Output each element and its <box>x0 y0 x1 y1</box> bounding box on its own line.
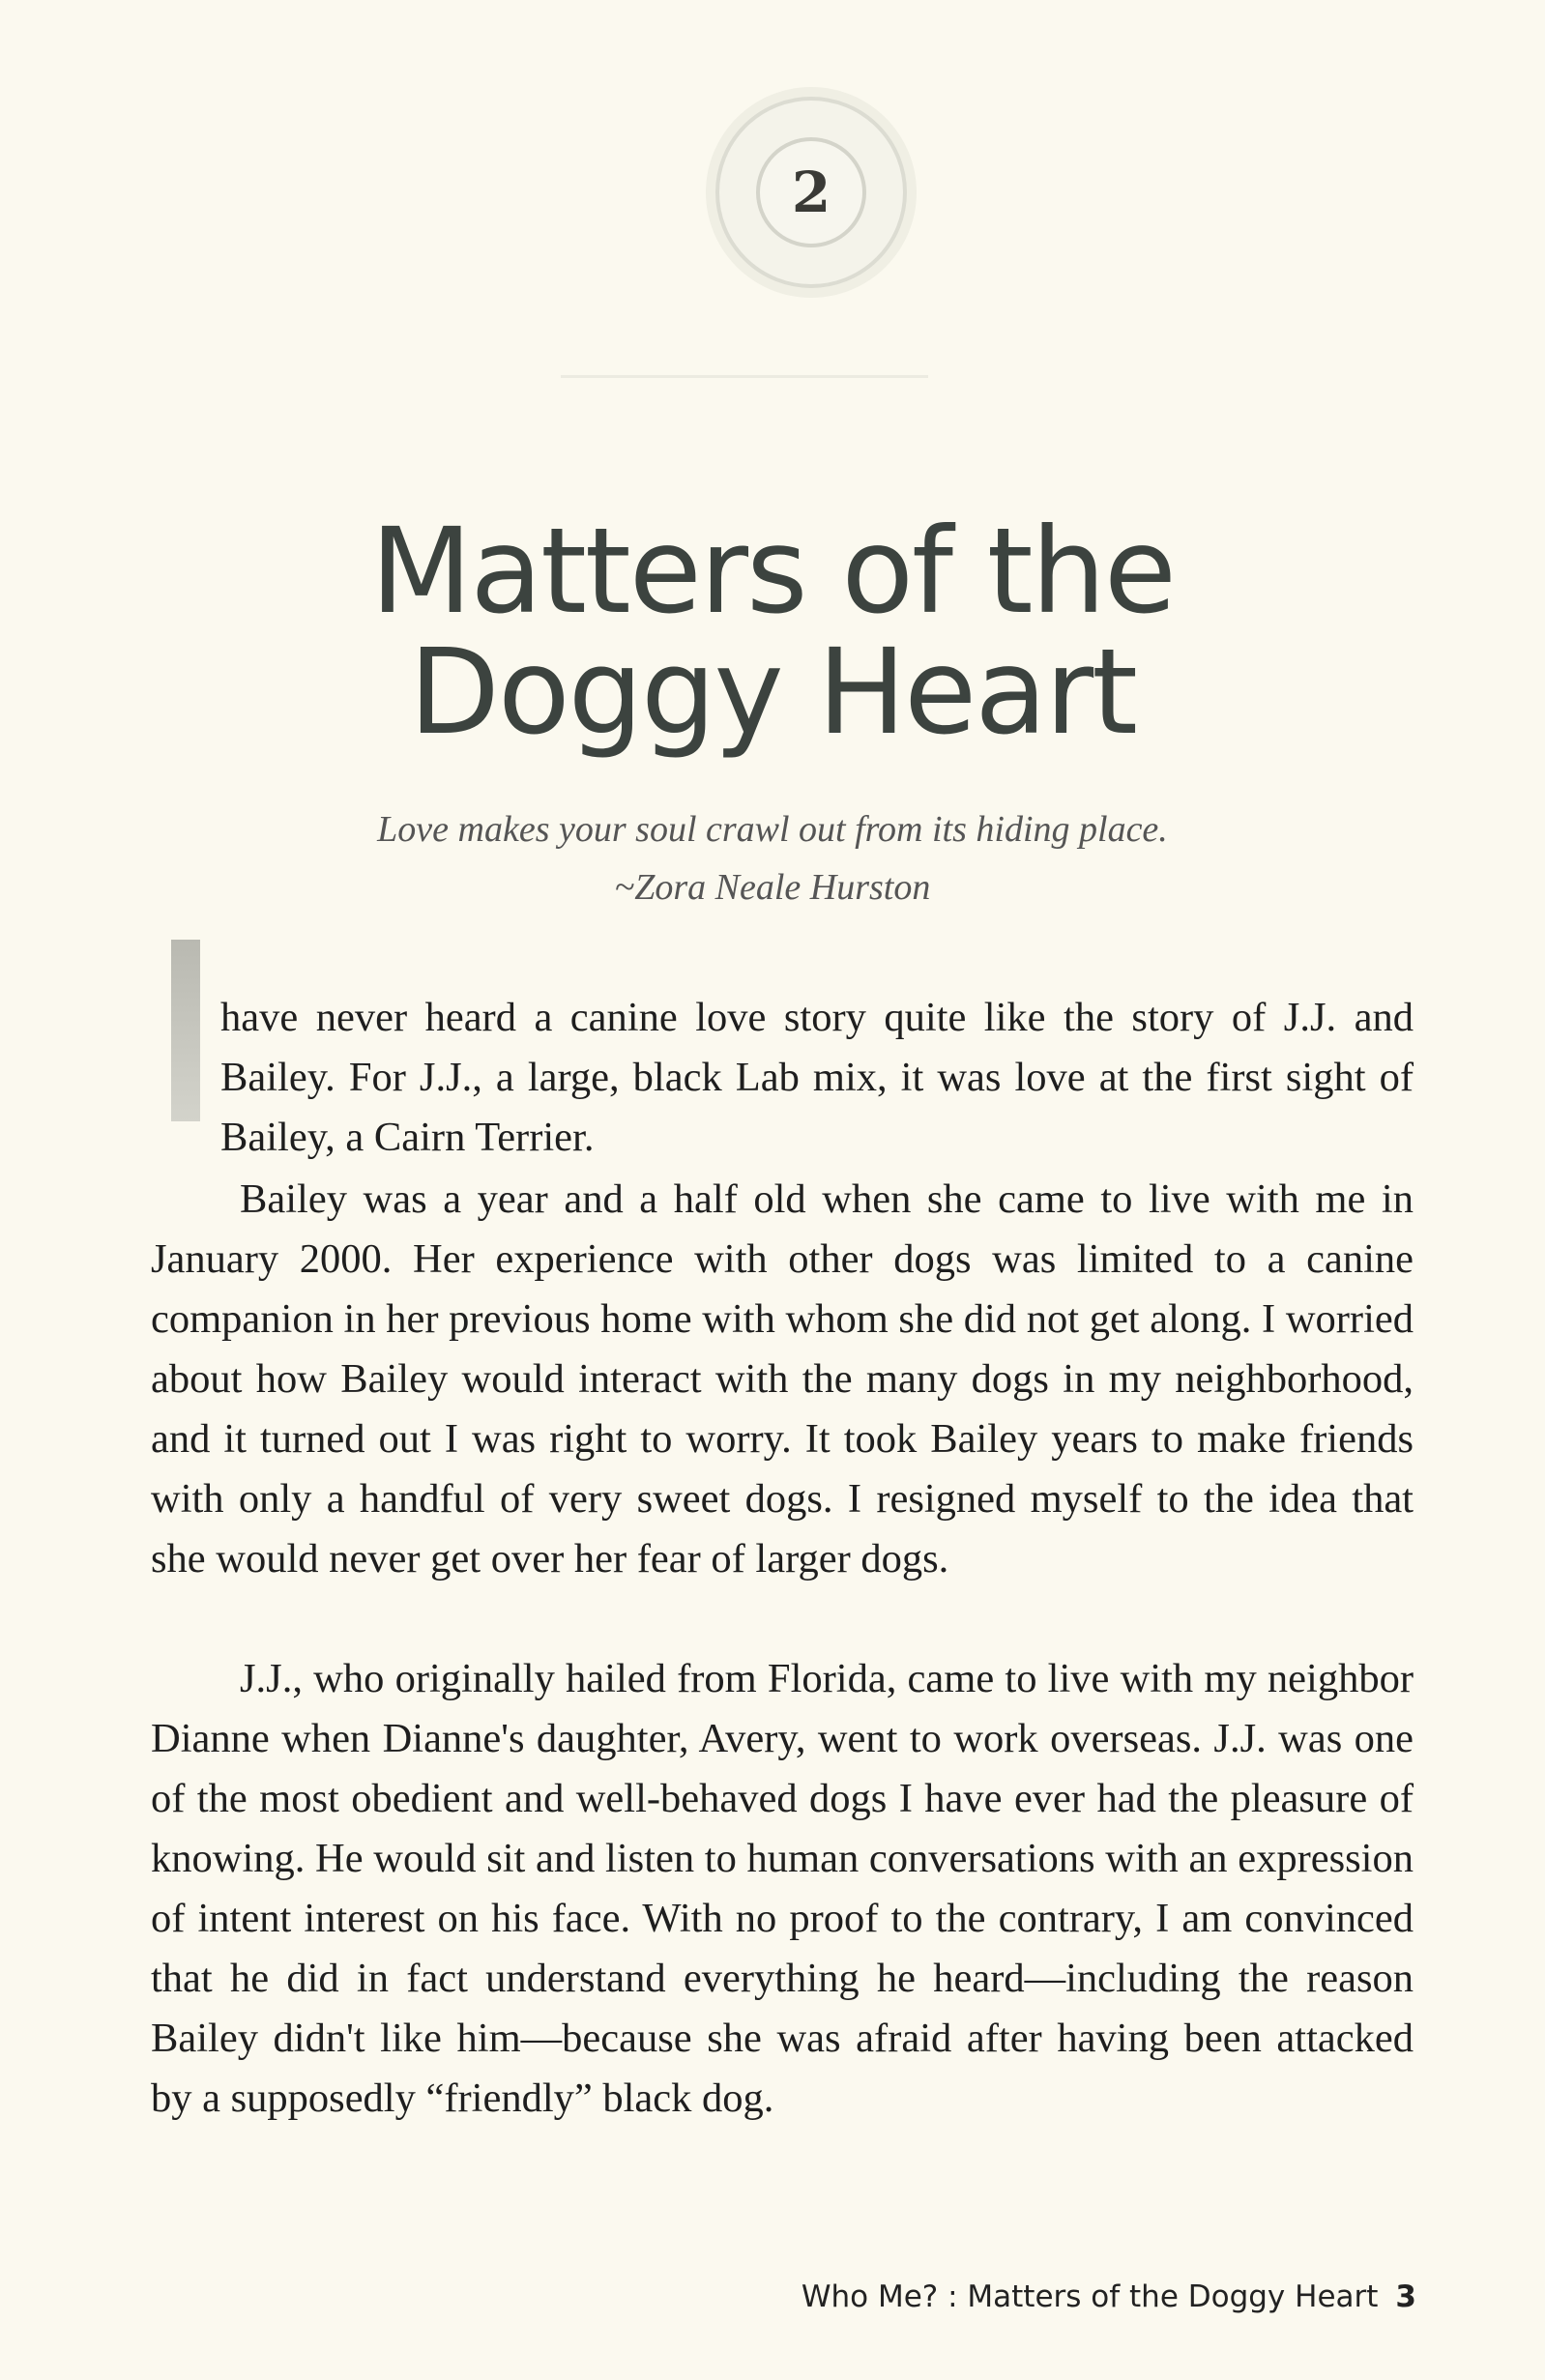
paragraph-2-text: Bailey was a year and a half old when she came to live with me in January 2000. Her experience with other dogs was limited to a canine companion in her previous home with whom she did not get along. I worried about how Bailey would interact with the many dogs in my neighborhood, and it turned out I was right to worry. It took Bailey years to make friends with only a handful of very sweet dogs. I resigned myself to the idea that she would never get over her fear of larger dogs. <box>151 1176 1414 1582</box>
chapter-title-line-1: Matters of the <box>370 503 1175 640</box>
paragraph-1 <box>220 988 1414 1168</box>
running-head: Who Me? : Matters of the Doggy Heart <box>801 2279 1379 2314</box>
epigraph-quote: Love makes your soul crawl out from its hiding place. <box>377 809 1168 850</box>
paragraph-2 <box>151 1170 1414 1589</box>
chapter-title-line-2: Doggy Heart <box>409 624 1136 761</box>
epigraph-attribution: ~Zora Neale Hurston <box>614 867 931 908</box>
page-footer <box>720 2279 1416 2314</box>
chapter-number: 2 <box>791 160 831 225</box>
logo-underline <box>561 375 928 378</box>
chicken-soup-logo <box>522 68 1064 474</box>
paragraph-1-text: have never heard a canine love story quite like the story of J.J. and Bailey. For J.J., a large, black Lab mix, it was love at the first sight of Bailey, a Cairn Terrier. <box>220 995 1414 1160</box>
paragraph-3 <box>151 1649 1414 2129</box>
drop-cap-i <box>171 940 200 1121</box>
page-number: 3 <box>1395 2279 1416 2314</box>
paragraph-3-text: J.J., who originally hailed from Florida, came to live with my neighbor Dianne when Dianne's daughter, Avery, went to work overseas. J.J. was one of the most obedient and well-behaved dogs I have ever had the pleasure of knowing. He would sit and listen to human conversations with an expression of intent interest on his face. With no proof to the contrary, I am convinced that he did in fact understand everything he heard—including the reason Bailey didn't like him—because she was afraid after having been attacked by a supposedly “friendly” black dog. <box>151 1656 1414 2121</box>
